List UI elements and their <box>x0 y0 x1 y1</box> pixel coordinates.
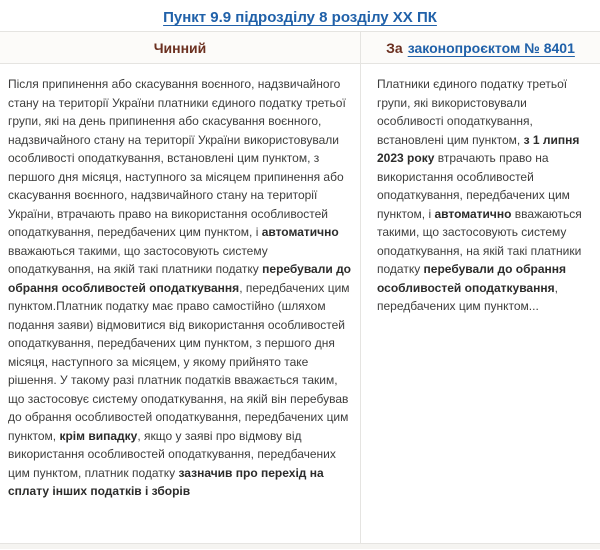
table-header-row <box>0 31 600 64</box>
column-header-current <box>0 32 360 63</box>
current-column-label: Чинний <box>153 39 207 56</box>
next-row-strip <box>0 543 600 549</box>
draft-law-link[interactable]: законопроєктом № 8401 <box>407 39 575 56</box>
page-title <box>0 0 600 31</box>
page-title-link[interactable]: Пункт 9.9 підрозділу 8 розділу ХХ ПК <box>163 9 437 26</box>
current-law-text-cell: Після припинення або скасування воєнного, надзвичайного стану на території України платники єдиного податку третьої групи, які на день припинення або скасування воєнного, надзвичайного стану на території України використовували особливості оподаткування, встановлені цим пунктом, з першого дня місяця, наступного за місяцем припинення або скасування воєнного, надзвичайного стану на території України, втрачають право на використання особливостей оподаткування, передбачених цим пунктом, і автоматично вважаються такими, що застосовують систему оподаткування, на якій такі платники податку перебували до обрання особливостей оподаткування, передбачених цим пунктом.Платник податку має право самостійно (шляхом подання заяви) відмовитися від використання особливостей оподаткування, передбачених цим пунктом, з першого дня місяця, наступного за місяцем, у якому прийнято таке рішення. У такому разі платник податків вважається таким, що застосовує систему оподаткування, на якій він перебував до обрання особливостей оподаткування, передбачених цим пунктом, крім випадку, якщо у заяві про відмову від використання особливостей оподаткування, передбачених цим пунктом, платник податку зазначив про перехід на сплату інших податків і зборів <box>8 77 352 498</box>
comparison-table <box>0 31 600 549</box>
draft-column-prefix: За <box>386 39 403 56</box>
draft-law-text-cell: Платники єдиного податку третьої групи, які використовували особливості оподаткування, встановлені цим пунктом, з 1 липня 2023 року втрачають право на використання особливостей оподаткування, передбачених цим пунктом, і автоматично вважаються такими, що застосовують систему оподаткування, на якій такі платники податку перебували до обрання особливостей оподаткування, передбачених цим пунктом... <box>360 64 600 543</box>
table-body-row <box>0 64 600 543</box>
column-header-draft <box>360 32 600 63</box>
